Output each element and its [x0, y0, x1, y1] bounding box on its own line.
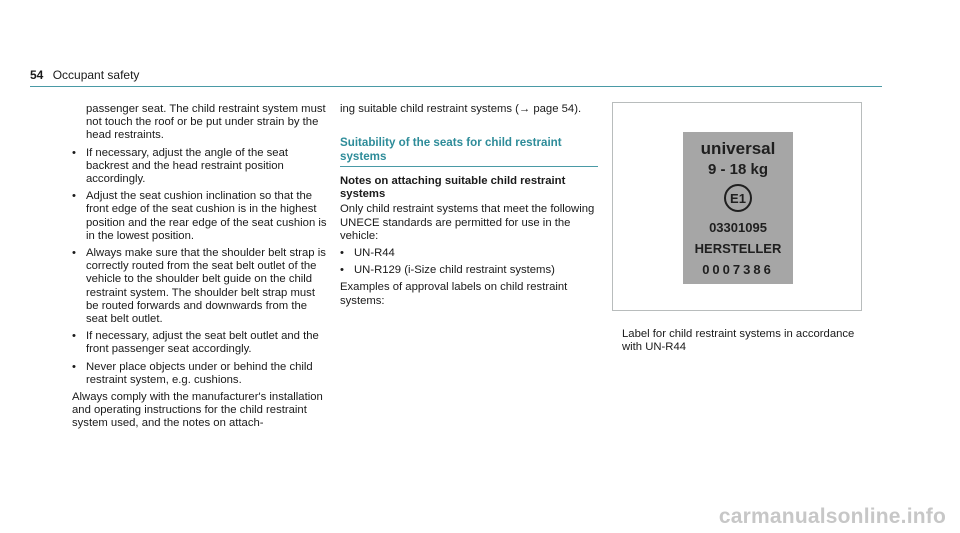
- bullet-mark: •: [72, 146, 76, 159]
- list-item: [72, 247, 327, 326]
- list-item-text: If necessary, adjust the seat belt outlet and the front passenger seat accordingly.: [86, 330, 319, 356]
- bullet-mark: •: [72, 190, 76, 203]
- closing-paragraph: Always comply with the manufacturer's installation and operating instructions for the child restraint system used, and the notes on attach-: [72, 391, 323, 430]
- list-item: [72, 190, 327, 243]
- label-manufacturer: HERSTELLER: [694, 241, 782, 256]
- middle-column: [340, 103, 598, 312]
- figure-caption: Label for child restraint systems in accordance with UN-R44: [622, 328, 855, 354]
- label-universal: universal: [700, 139, 776, 158]
- section-heading: Suitability of the seats for child restraint systems: [340, 136, 562, 163]
- list-item-text: UN-R44: [354, 247, 395, 260]
- label-serial: 0007386: [702, 262, 774, 277]
- continuation-paragraph: ing suitable child restraint systems (→ page 54).: [340, 103, 582, 115]
- list-item-text: If necessary, adjust the angle of the seat backrest and the head restraint position accordingly.: [86, 146, 289, 186]
- header-rule: [30, 86, 882, 87]
- list-item: [340, 247, 598, 260]
- list-item: [340, 264, 598, 277]
- list-item: [72, 361, 327, 387]
- list-item: [72, 330, 327, 356]
- section-rule: [340, 166, 598, 167]
- examples-paragraph: Examples of approval labels on child restraint systems:: [340, 281, 568, 307]
- instruction-list: [72, 147, 327, 387]
- watermark: carmanualsonline.info: [718, 505, 946, 528]
- figure-frame: [612, 102, 862, 311]
- list-item-text: UN-R129 (i-Size child restraint systems): [354, 264, 555, 277]
- list-item-text: Never place objects under or behind the child restraint system, e.g. cushions.: [86, 360, 313, 386]
- label-weight: 9 - 18 kg: [707, 161, 769, 178]
- intro-paragraph: Only child restraint systems that meet the following UNECE standards are permitted for use in the vehicle:: [340, 203, 595, 242]
- standards-list: [340, 247, 598, 277]
- continuation-paragraph: passenger seat. The child restraint system must not touch the roof or be put under strain by the head restraints.: [86, 103, 326, 142]
- approval-label-image: [683, 132, 793, 284]
- left-column: [72, 103, 327, 435]
- bullet-mark: •: [340, 247, 344, 260]
- page-section-title: Occupant safety: [52, 68, 140, 82]
- bullet-mark: •: [72, 247, 76, 260]
- label-e-mark: E1: [730, 191, 746, 206]
- label-approval-number: 03301095: [709, 220, 767, 235]
- bullet-mark: •: [72, 360, 76, 373]
- bullet-mark: •: [72, 330, 76, 343]
- list-item-text: Always make sure that the shoulder belt strap is correctly routed from the seat belt outlet of the vehicle to the shoulder belt guide on the child restraint system. The shoulder belt strap must be routed forwards and downwards from the seat belt outlet.: [86, 247, 326, 326]
- list-item-text: Adjust the seat cushion inclination so that the front edge of the seat cushion is in the highest position and the rear edge of the seat cushion is in the lowest position.: [86, 190, 327, 242]
- page-header: [30, 68, 139, 82]
- bullet-mark: •: [340, 264, 344, 277]
- list-item: [72, 147, 327, 187]
- sub-heading: Notes on attaching suitable child restraint systems: [340, 175, 566, 201]
- page-number: 54: [30, 68, 44, 82]
